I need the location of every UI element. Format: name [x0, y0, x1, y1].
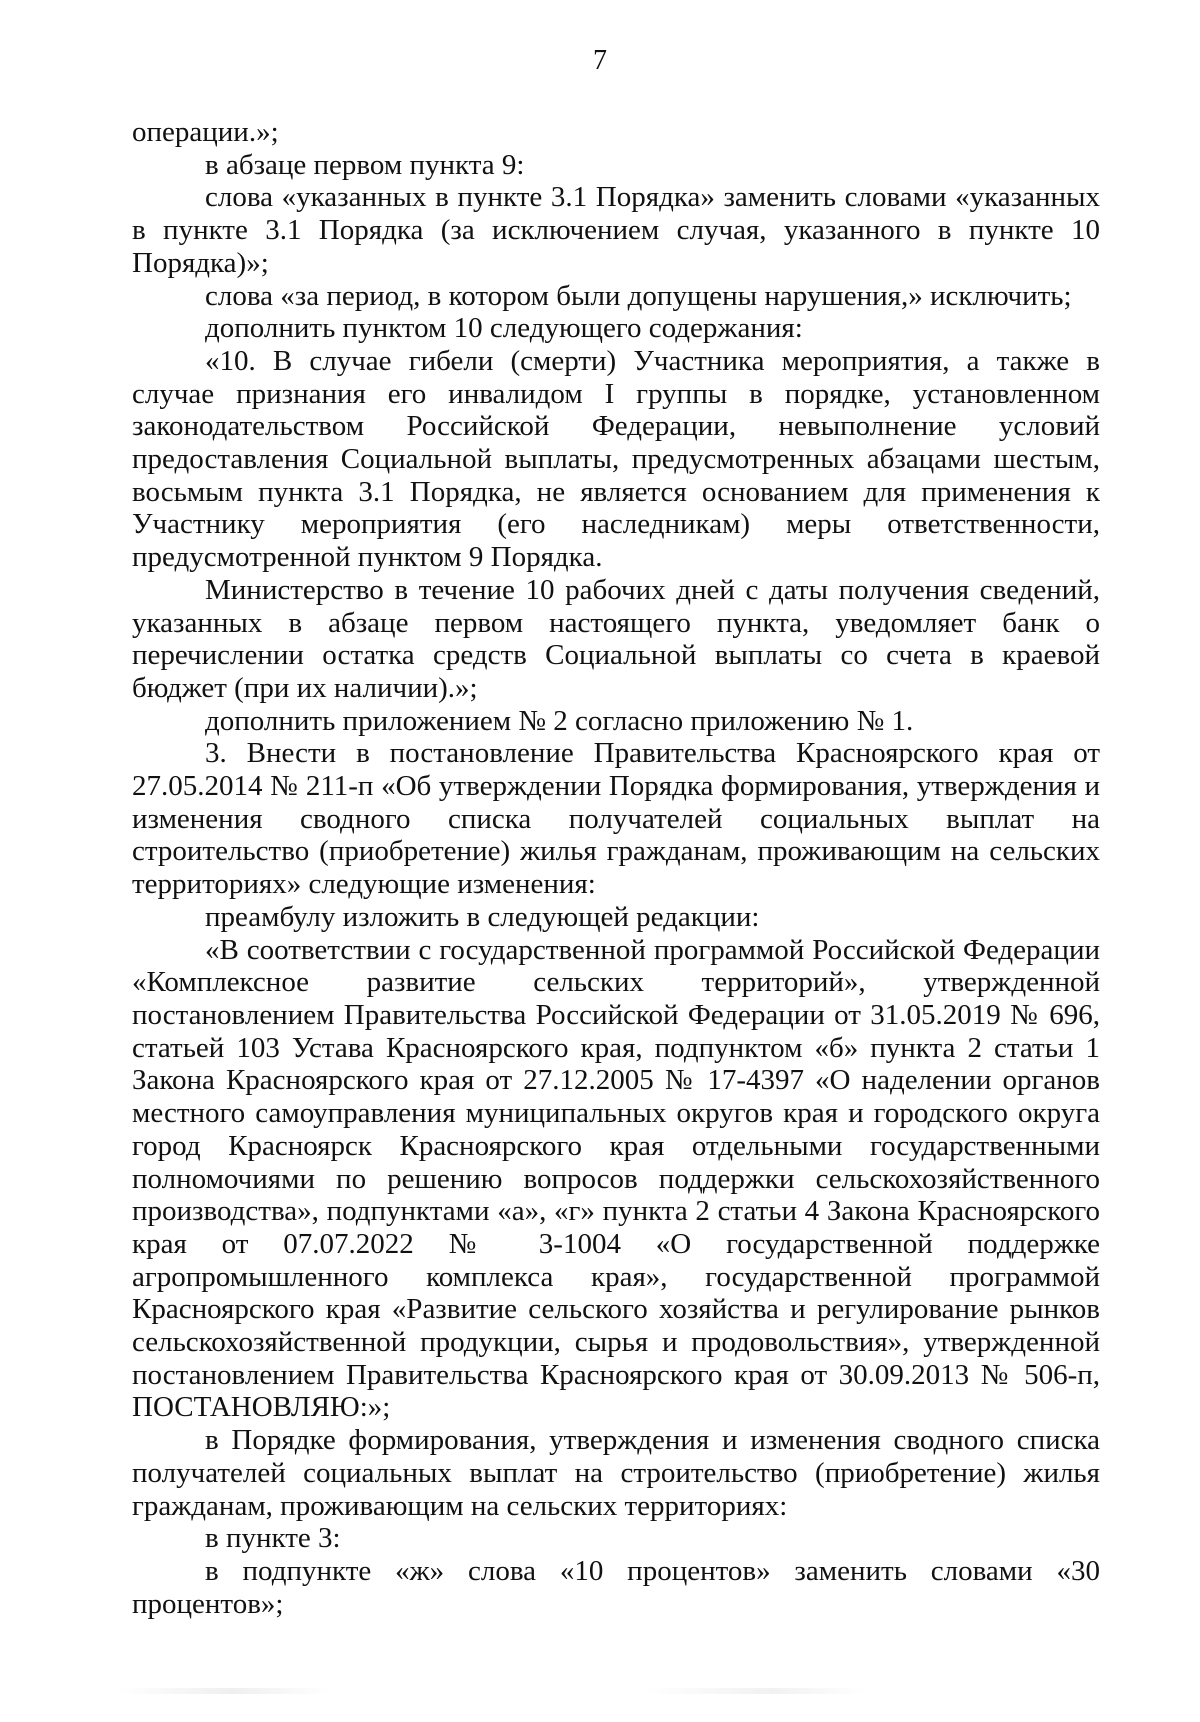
- paragraph-14: в подпункте «ж» слова «10 процентов» заменить словами «30 процентов»;: [132, 1554, 1100, 1620]
- paragraph-5: дополнить пунктом 10 следующего содержания:: [205, 312, 803, 345]
- paragraph-11: «В соответствии с государственной программой Российской Федерации «Комплексное развитие сельских территорий», утвержденной постановлением Правительства Российской Федерации от 31.05.2019 № 696, статьей 103 Устава Красноярского края, подпунктом «б» пункта 2 статьи 1 Закона Красноярского края от 27.12.2005 № 17-4397 «О наделении органов местного самоуправления муниципальных округов края и городского округа город Красноярск Красноярского края отдельными государственными полномочиями по решению вопросов поддержки сельскохозяйственного производства», подпунктами «а», «г» пункта 2 статьи 4 Закона Красноярского края от 07.07.2022 № 3-1004 «О государственной поддержке агропромышленного комплекса края», государственной программой Красноярского края «Развитие сельского хозяйства и регулирование рынков сельскохозяйственной продукции, сырья и продовольствия», утвержденной постановлением Правительства Красноярского края от 30.09.2013 № 506-п, ПОСТАНОВЛЯЮ:»;: [132, 933, 1100, 1424]
- paragraph-8: дополнить приложением № 2 согласно приложению № 1.: [205, 704, 914, 737]
- paragraph-2: в абзаце первом пункта 9:: [205, 148, 525, 181]
- paragraph-13: в пункте 3:: [205, 1522, 341, 1555]
- paragraph-4: слова «за период, в котором были допущены нарушения,» исключить;: [205, 279, 1072, 312]
- scan-artifact: [118, 1688, 1078, 1694]
- paragraph-12: в Порядке формирования, утверждения и изменения сводного списка получателей социальных выплат на строительство (приобретение) жилья гражданам, проживающим на сельских территориях:: [132, 1424, 1100, 1522]
- paragraph-6: «10. В случае гибели (смерти) Участника мероприятия, а также в случае признания его инвалидом I группы в порядке, установленном законодательством Российской Федерации, невыполнение условий предоставления Социальной выплаты, предусмотренных абзацами шестым, восьмым пункта 3.1 Порядка, не является основанием для применения к Участнику мероприятия (его наследникам) меры ответственности, предусмотренной пунктом 9 Порядка.: [132, 344, 1100, 574]
- paragraph-9: 3. Внести в постановление Правительства Красноярского края от 27.05.2014 № 211-п «Об утверждении Порядка формирования, утверждения и изменения сводного списка получателей социальных выплат на строительство (приобретение) жилья гражданам, проживающим на сельских территориях» следующие изменения:: [132, 737, 1100, 901]
- paragraph-1: операции.»;: [132, 116, 279, 148]
- paragraph-10: преамбулу изложить в следующей редакции:: [205, 900, 760, 933]
- page-number: 7: [593, 45, 607, 76]
- document-body: [132, 116, 1100, 1620]
- paragraph-3: слова «указанных в пункте 3.1 Порядка» заменить словами «указанных в пункте 3.1 Порядка (за исключением случая, указанного в пункте 10 Порядка)»;: [132, 181, 1100, 279]
- paragraph-7: Министерство в течение 10 рабочих дней с даты получения сведений, указанных в абзаце первом настоящего пункта, уведомляет банк о перечислении остатка средств Социальной выплаты со счета в краевой бюджет (при их наличии).»;: [132, 573, 1100, 704]
